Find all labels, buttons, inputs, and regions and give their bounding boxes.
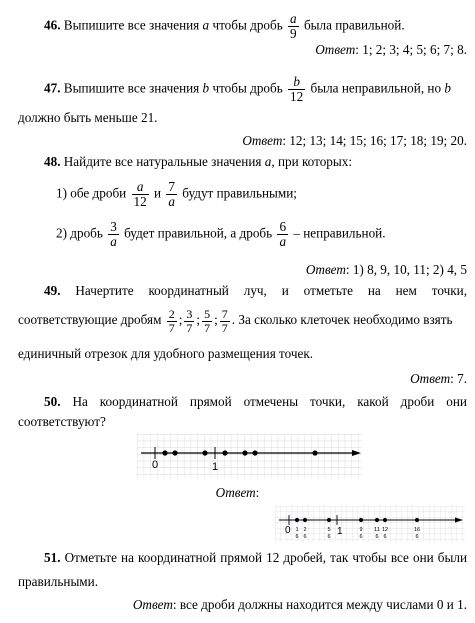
svg-text:6: 6 [303, 534, 307, 540]
svg-text:1: 1 [295, 527, 299, 533]
svg-text:6: 6 [359, 534, 363, 540]
problem-50-line2: соответствуют? [18, 414, 106, 429]
svg-text:6: 6 [295, 534, 299, 540]
svg-text:2: 2 [303, 527, 307, 533]
problem-50-line1: 50. На координатной прямой отмечены точки, какой дроби они [44, 394, 467, 409]
axis-label-zero: 0 [152, 459, 159, 471]
answer-50-label: Ответ: [215, 485, 260, 500]
number-line-answer [275, 506, 465, 542]
svg-text:1: 1 [337, 526, 343, 537]
answer-47: Ответ: 12; 13; 14; 15; 16; 17; 18; 19; 20. [242, 133, 467, 148]
svg-text:6: 6 [415, 534, 419, 540]
problem-number: 46. [44, 17, 61, 33]
svg-text:6: 6 [375, 534, 379, 540]
fraction: $\frac{b}{12}$ [290, 74, 304, 104]
fraction: $\frac{7}{a}$ [168, 179, 175, 209]
fraction: $\frac{3}{a}$ [110, 219, 117, 249]
problem-46: 46. Выпишите все значения a чтобы дробь $\frac{a}{9}$ была правильной. [44, 11, 405, 41]
point [252, 450, 257, 455]
point [312, 450, 317, 455]
svg-text:6: 6 [327, 534, 331, 540]
problem-48-item1: 1) обе дроби $\frac{a}{12}$ и $\frac{7}{a}$ будут правильными; [56, 179, 297, 209]
answer-48: Ответ: 1) 8, 9, 10, 11; 2) 4, 5 [305, 262, 467, 277]
number-line-question [137, 434, 362, 478]
svg-text:16: 16 [413, 527, 421, 533]
point [202, 450, 207, 455]
svg-text:11: 11 [374, 527, 380, 533]
problem-51-line2: правильными. [18, 574, 99, 589]
point [242, 450, 247, 455]
fraction: $\frac{a}{9}$ [290, 11, 297, 41]
problem-49-line1: 49. Начертите координатный луч, и отметьте на нем точки, [44, 283, 467, 298]
svg-text:0: 0 [285, 525, 291, 536]
problem-51-line1: 51. Отметьте на координатной прямой 12 дробей, так чтобы все они были [44, 550, 467, 565]
answer-51: Ответ: все дроби должны находится между числами 0 и 1. [132, 597, 467, 612]
svg-text:9: 9 [359, 527, 363, 533]
svg-text:6: 6 [383, 534, 387, 540]
axis-label-one: 1 [212, 461, 219, 473]
point [172, 450, 177, 455]
answer-46: Ответ: 1; 2; 3; 4; 5; 6; 7; 8. [315, 42, 467, 57]
fraction: $\frac{a}{12}$ [133, 179, 147, 209]
problem-49-line2: соответствующие дробям $\frac{2}{7}$ ; $\frac{3}{7}$ ; $\frac{5}{7}$ ; $\frac{7}{7}$ . За сколько клеточек необходимо взять [18, 307, 453, 335]
problem-48-item2: 2) дробь $\frac{3}{a}$ будет правильной, а дробь $\frac{6}{a}$ – неправильной. [56, 219, 386, 249]
svg-text:5: 5 [327, 527, 331, 533]
svg-text:12: 12 [381, 527, 389, 533]
answer-49: Ответ: 7. [410, 371, 467, 386]
problem-47: 47. Выпишите все значения b чтобы дробь $\frac{b}{12}$ была неправильной, но b [44, 74, 451, 104]
point [162, 450, 167, 455]
problem-47-line2: должно быть меньше 21. [18, 110, 158, 125]
fraction: $\frac{6}{a}$ [279, 219, 287, 249]
problem-48: 48. Найдите все натуральные значения a, при которых: [44, 154, 352, 169]
point [222, 450, 227, 455]
problem-49-line3: единичный отрезок для удобного размещения точек. [18, 346, 314, 361]
